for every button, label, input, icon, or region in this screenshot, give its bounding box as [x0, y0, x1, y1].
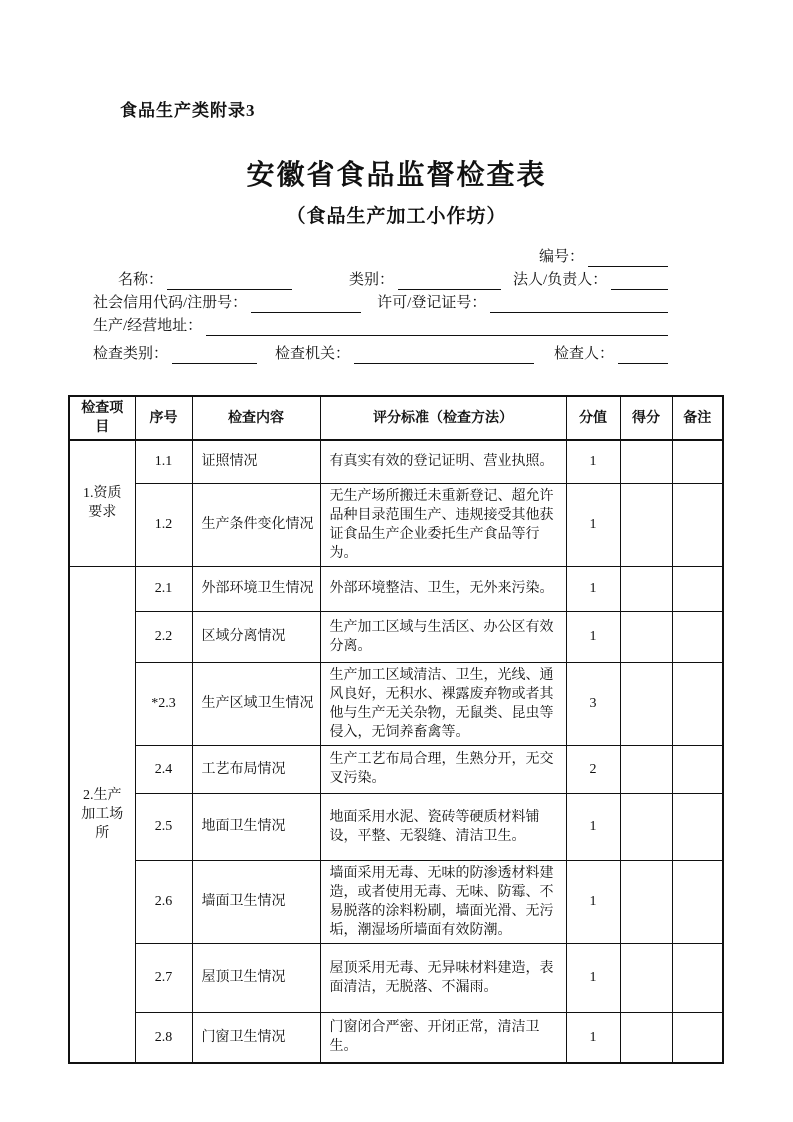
seq-cell: 2.1 [135, 566, 192, 611]
table-row [69, 440, 723, 483]
content-cell: 外部环境卫生情况 [192, 566, 320, 611]
category-cell: 1.资质要求 [69, 440, 135, 566]
got-cell [620, 745, 672, 793]
score-cell: 1 [566, 1012, 620, 1063]
standard-cell: 生产加工区域清洁、卫生，光线、通风良好，无积水、裸露废弃物或者其他与生产无关杂物，无鼠类、昆虫等侵入，无饲养畜禽等。 [320, 662, 566, 745]
name-blank [167, 275, 292, 290]
standard-cell: 生产工艺布局合理，生熟分开，无交叉污染。 [320, 745, 566, 793]
table-row [69, 1012, 723, 1063]
check-type-label: 检查类别： [93, 346, 169, 362]
got-cell [620, 662, 672, 745]
score-cell: 2 [566, 745, 620, 793]
note-cell [672, 662, 723, 745]
check-org-blank [354, 349, 534, 364]
content-cell: 墙面卫生情况 [192, 860, 320, 943]
standard-cell: 墙面采用无毒、无味的防渗透材料建造，或者使用无毒、无味、防霉、不易脱落的涂料粉刷，墙面光滑、无污垢，潮湿场所墙面有效防潮。 [320, 860, 566, 943]
standard-cell: 有真实有效的登记证明、营业执照。 [320, 440, 566, 483]
inspector-label: 检查人： [554, 346, 615, 362]
col-header-got: 得分 [620, 396, 672, 440]
standard-cell: 无生产场所搬迁未重新登记、超允许品种目录范围生产、违规接受其他获证食品生产企业委托生产食品等行为。 [320, 483, 566, 566]
number-label: 编号： [538, 249, 584, 265]
table-row [69, 662, 723, 745]
standard-cell: 外部环境整洁、卫生，无外来污染。 [320, 566, 566, 611]
score-cell: 1 [566, 860, 620, 943]
score-cell: 1 [566, 611, 620, 662]
table-row [69, 611, 723, 662]
got-cell [620, 483, 672, 566]
table-header-row [69, 396, 723, 440]
inspection-row [93, 341, 668, 364]
note-cell [672, 440, 723, 483]
standard-cell: 门窗闭合严密、开闭正常，清洁卫生。 [320, 1012, 566, 1063]
credit-code-label: 社会信用代码/注册号： [93, 295, 248, 311]
score-cell: 1 [566, 483, 620, 566]
seq-cell: 2.7 [135, 943, 192, 1012]
seq-cell: 2.8 [135, 1012, 192, 1063]
got-cell [620, 1012, 672, 1063]
standard-cell: 生产加工区域与生活区、办公区有效分离。 [320, 611, 566, 662]
note-cell [672, 793, 723, 860]
seq-cell: 1.1 [135, 440, 192, 483]
score-cell: 3 [566, 662, 620, 745]
seq-cell: *2.3 [135, 662, 192, 745]
note-cell [672, 611, 723, 662]
name-row [93, 267, 668, 290]
appendix-label: 食品生产类附录3 [120, 101, 256, 120]
standard-cell: 屋顶采用无毒、无异味材料建造，表面清洁，无脱落、不漏雨。 [320, 943, 566, 1012]
address-blank [206, 321, 668, 336]
table-row [69, 793, 723, 860]
table-row [69, 943, 723, 1012]
col-header-seq: 序号 [135, 396, 192, 440]
score-cell: 1 [566, 566, 620, 611]
content-cell: 生产条件变化情况 [192, 483, 320, 566]
col-header-score: 分值 [566, 396, 620, 440]
check-type-blank [172, 349, 257, 364]
legal-rep-blank [611, 275, 668, 290]
category-blank [398, 275, 501, 290]
content-cell: 门窗卫生情况 [192, 1012, 320, 1063]
license-no-blank [490, 298, 668, 313]
page-title: 安徽省食品监督检查表 [246, 160, 547, 191]
legal-rep-label: 法人/负责人： [513, 272, 608, 288]
note-cell [672, 860, 723, 943]
seq-cell: 2.2 [135, 611, 192, 662]
content-cell: 屋顶卫生情况 [192, 943, 320, 1012]
credit-code-row [93, 290, 668, 313]
table-row [69, 745, 723, 793]
note-cell [672, 566, 723, 611]
col-header-note: 备注 [672, 396, 723, 440]
content-cell: 生产区域卫生情况 [192, 662, 320, 745]
score-cell: 1 [566, 943, 620, 1012]
inspector-blank [618, 349, 668, 364]
credit-code-blank [251, 298, 361, 313]
content-cell: 证照情况 [192, 440, 320, 483]
seq-cell: 1.2 [135, 483, 192, 566]
seq-cell: 2.4 [135, 745, 192, 793]
table-row [69, 860, 723, 943]
score-cell: 1 [566, 440, 620, 483]
license-no-label: 许可/登记证号： [377, 295, 487, 311]
address-label: 生产/经营地址： [93, 318, 203, 334]
got-cell [620, 611, 672, 662]
note-cell [672, 943, 723, 1012]
got-cell [620, 440, 672, 483]
note-cell [672, 745, 723, 793]
col-header-content: 检查内容 [192, 396, 320, 440]
header-form [93, 244, 668, 364]
category-cell: 2.生产加工场所 [69, 566, 135, 1063]
name-label: 名称： [118, 272, 164, 288]
seq-cell: 2.5 [135, 793, 192, 860]
content-cell: 工艺布局情况 [192, 745, 320, 793]
got-cell [620, 793, 672, 860]
col-header-item: 检查项目 [69, 396, 135, 440]
note-cell [672, 1012, 723, 1063]
inspection-table [68, 395, 724, 1064]
category-label: 类别： [349, 272, 395, 288]
content-cell: 地面卫生情况 [192, 793, 320, 860]
score-cell: 1 [566, 793, 620, 860]
content-cell: 区域分离情况 [192, 611, 320, 662]
check-org-label: 检查机关： [275, 346, 351, 362]
table-row [69, 483, 723, 566]
page-subtitle: （食品生产加工小作坊） [286, 206, 507, 227]
table-row [69, 566, 723, 611]
note-cell [672, 483, 723, 566]
number-blank [588, 252, 668, 267]
col-header-standard: 评分标准（检查方法） [320, 396, 566, 440]
got-cell [620, 860, 672, 943]
standard-cell: 地面采用水泥、瓷砖等硬质材料铺设，平整、无裂缝、清洁卫生。 [320, 793, 566, 860]
seq-cell: 2.6 [135, 860, 192, 943]
number-row [93, 244, 668, 267]
got-cell [620, 943, 672, 1012]
address-row [93, 313, 668, 336]
got-cell [620, 566, 672, 611]
